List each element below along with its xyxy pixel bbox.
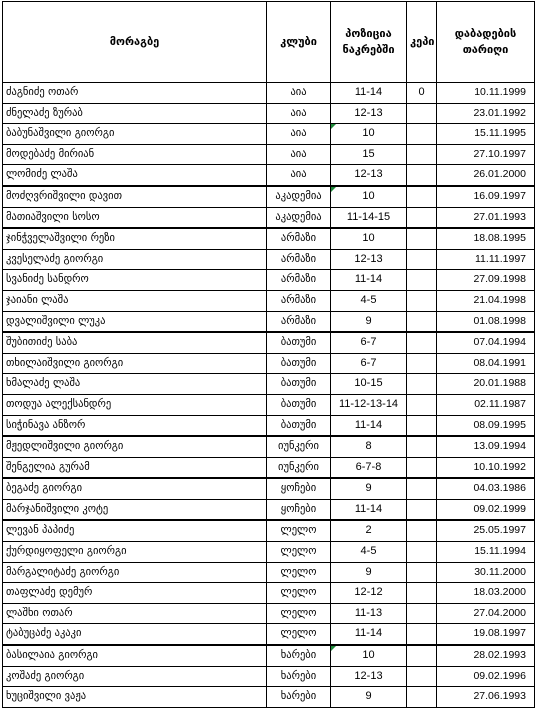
position-cell: 11-14 bbox=[331, 499, 407, 520]
table-row bbox=[3, 499, 535, 520]
player-name-cell: შუბითიძე საბა bbox=[3, 332, 267, 353]
club-cell: აია bbox=[267, 165, 331, 186]
caps-cell bbox=[407, 457, 437, 478]
dob-cell: 19.08.1997 bbox=[437, 624, 535, 645]
caps-cell bbox=[407, 645, 437, 666]
caps-cell: 0 bbox=[407, 83, 437, 104]
position-cell: 4-5 bbox=[331, 542, 407, 563]
player-name-cell: დვალიშვილი ლუკა bbox=[3, 311, 267, 332]
club-cell: არმაზი bbox=[267, 311, 331, 332]
table-row bbox=[3, 83, 535, 104]
table-row bbox=[3, 103, 535, 124]
position-cell: 15 bbox=[331, 144, 407, 165]
dob-cell: 15.11.1995 bbox=[437, 124, 535, 145]
header-caps: კეპი bbox=[407, 2, 437, 83]
caps-cell bbox=[407, 103, 437, 124]
table-row bbox=[3, 520, 535, 541]
player-name-cell: მოძღვრიშვილი დავით bbox=[3, 186, 267, 207]
player-name-cell: ლაშხი ოთარ bbox=[3, 603, 267, 624]
caps-cell bbox=[407, 394, 437, 415]
caps-cell bbox=[407, 144, 437, 165]
position-cell: 8 bbox=[331, 436, 407, 457]
club-cell: ყოჩები bbox=[267, 499, 331, 520]
table-row bbox=[3, 394, 535, 415]
caps-cell bbox=[407, 603, 437, 624]
position-cell: 10 bbox=[331, 228, 407, 249]
club-cell: ხარები bbox=[267, 645, 331, 666]
club-cell: ყოჩები bbox=[267, 478, 331, 499]
table-row bbox=[3, 249, 535, 270]
position-cell: 9 bbox=[331, 687, 407, 708]
caps-cell bbox=[407, 228, 437, 249]
table-row bbox=[3, 624, 535, 645]
club-cell: ხარები bbox=[267, 687, 331, 708]
dob-cell: 28.02.1993 bbox=[437, 645, 535, 666]
dob-cell: 16.09.1997 bbox=[437, 186, 535, 207]
club-cell: აია bbox=[267, 103, 331, 124]
table-row bbox=[3, 186, 535, 207]
club-cell: ლელო bbox=[267, 583, 331, 604]
table-row bbox=[3, 290, 535, 311]
table-body bbox=[3, 83, 535, 708]
dob-cell: 07.04.1994 bbox=[437, 332, 535, 353]
table-row bbox=[3, 165, 535, 186]
position-cell: 4-5 bbox=[331, 290, 407, 311]
position-cell: 12-13 bbox=[331, 666, 407, 687]
dob-cell: 27.10.1997 bbox=[437, 144, 535, 165]
player-name-cell: ტაბუცაძე აკაკი bbox=[3, 624, 267, 645]
club-cell: არმაზი bbox=[267, 228, 331, 249]
position-cell: 10-15 bbox=[331, 374, 407, 395]
dob-cell: 27.06.1993 bbox=[437, 687, 535, 708]
club-cell: არმაზი bbox=[267, 290, 331, 311]
caps-cell bbox=[407, 478, 437, 499]
dob-cell: 10.10.1992 bbox=[437, 457, 535, 478]
club-cell: ლელო bbox=[267, 542, 331, 563]
club-cell: ბათუმი bbox=[267, 353, 331, 374]
position-cell: 9 bbox=[331, 478, 407, 499]
dob-cell: 09.02.1999 bbox=[437, 499, 535, 520]
dob-cell: 10.11.1999 bbox=[437, 83, 535, 104]
table-row bbox=[3, 270, 535, 291]
caps-cell bbox=[407, 374, 437, 395]
dob-cell: 04.03.1986 bbox=[437, 478, 535, 499]
club-cell: იუნკერი bbox=[267, 436, 331, 457]
player-name-cell: მოდებაძე მირიან bbox=[3, 144, 267, 165]
table-row bbox=[3, 478, 535, 499]
club-cell: აია bbox=[267, 83, 331, 104]
position-cell: 9 bbox=[331, 562, 407, 583]
header-position: პოზიცია ნაკრებში bbox=[331, 2, 407, 83]
player-name-cell: მარჯანიშვილი კოტე bbox=[3, 499, 267, 520]
table-row bbox=[3, 645, 535, 666]
position-cell: 12-13 bbox=[331, 103, 407, 124]
player-name-cell: თაფლაძე დემურ bbox=[3, 583, 267, 604]
caps-cell bbox=[407, 520, 437, 541]
caps-cell bbox=[407, 353, 437, 374]
caps-cell bbox=[407, 687, 437, 708]
club-cell: ბათუმი bbox=[267, 415, 331, 436]
position-cell: 12-13 bbox=[331, 165, 407, 186]
dob-cell: 26.01.2000 bbox=[437, 165, 535, 186]
player-name-cell: მარგალიტაძე გიორგი bbox=[3, 562, 267, 583]
player-name-cell: მჟედლიშვილი გიორგი bbox=[3, 436, 267, 457]
caps-cell bbox=[407, 499, 437, 520]
player-name-cell: ლომიძე ლაშა bbox=[3, 165, 267, 186]
table-row bbox=[3, 542, 535, 563]
dob-cell: 13.09.1994 bbox=[437, 436, 535, 457]
position-cell: 11-12-13-14 bbox=[331, 394, 407, 415]
table-row bbox=[3, 457, 535, 478]
caps-cell bbox=[407, 249, 437, 270]
dob-cell: 30.11.2000 bbox=[437, 562, 535, 583]
table-row bbox=[3, 374, 535, 395]
player-name-cell: ბაბუნაშვილი გიორგი bbox=[3, 124, 267, 145]
player-name-cell: ბეგაძე გიორგი bbox=[3, 478, 267, 499]
position-cell: 6-7-8 bbox=[331, 457, 407, 478]
dob-cell: 02.11.1987 bbox=[437, 394, 535, 415]
dob-cell: 18.08.1995 bbox=[437, 228, 535, 249]
caps-cell bbox=[407, 165, 437, 186]
table-row bbox=[3, 353, 535, 374]
player-name-cell: ბასილაია გიორგი bbox=[3, 645, 267, 666]
table-row bbox=[3, 436, 535, 457]
player-name-cell: თხილაიშვილი გიორგი bbox=[3, 353, 267, 374]
position-cell: 12-13 bbox=[331, 249, 407, 270]
club-cell: აია bbox=[267, 124, 331, 145]
player-name-cell: კვესელაძე გიორგი bbox=[3, 249, 267, 270]
player-name-cell: სვანიძე სანდრო bbox=[3, 270, 267, 291]
table-row bbox=[3, 124, 535, 145]
player-name-cell: ხუციშვილი ვაჟა bbox=[3, 687, 267, 708]
club-cell: არმაზი bbox=[267, 270, 331, 291]
dob-cell: 08.04.1991 bbox=[437, 353, 535, 374]
table-row bbox=[3, 207, 535, 228]
table-row bbox=[3, 562, 535, 583]
position-cell: 10 bbox=[331, 645, 407, 666]
position-cell: 11-14 bbox=[331, 83, 407, 104]
player-name-cell: ქურდიყოფელი გიორგი bbox=[3, 542, 267, 563]
club-cell: აკადემია bbox=[267, 186, 331, 207]
position-cell: 11-13 bbox=[331, 603, 407, 624]
position-cell: 11-14 bbox=[331, 624, 407, 645]
position-cell: 12-12 bbox=[331, 583, 407, 604]
club-cell: ლელო bbox=[267, 624, 331, 645]
table-row bbox=[3, 228, 535, 249]
dob-cell: 27.01.1993 bbox=[437, 207, 535, 228]
club-cell: ხარები bbox=[267, 666, 331, 687]
dob-cell: 27.09.1998 bbox=[437, 270, 535, 291]
caps-cell bbox=[407, 415, 437, 436]
caps-cell bbox=[407, 311, 437, 332]
position-cell: 9 bbox=[331, 311, 407, 332]
club-cell: ბათუმი bbox=[267, 374, 331, 395]
player-name-cell: ხმალაძე ლაშა bbox=[3, 374, 267, 395]
caps-cell bbox=[407, 562, 437, 583]
table-row bbox=[3, 583, 535, 604]
club-cell: ბათუმი bbox=[267, 332, 331, 353]
position-cell: 6-7 bbox=[331, 353, 407, 374]
dob-cell: 25.05.1997 bbox=[437, 520, 535, 541]
dob-cell: 01.08.1998 bbox=[437, 311, 535, 332]
position-cell: 2 bbox=[331, 520, 407, 541]
club-cell: აია bbox=[267, 144, 331, 165]
table-row bbox=[3, 687, 535, 708]
position-cell: 10 bbox=[331, 186, 407, 207]
caps-cell bbox=[407, 290, 437, 311]
club-cell: ლელო bbox=[267, 520, 331, 541]
player-name-cell: ჯინჭველაშვილი რეზი bbox=[3, 228, 267, 249]
club-cell: იუნკერი bbox=[267, 457, 331, 478]
table-row bbox=[3, 415, 535, 436]
header-club: კლუბი bbox=[267, 2, 331, 83]
caps-cell bbox=[407, 542, 437, 563]
caps-cell bbox=[407, 666, 437, 687]
club-cell: ლელო bbox=[267, 562, 331, 583]
table-row bbox=[3, 666, 535, 687]
club-cell: ბათუმი bbox=[267, 394, 331, 415]
player-name-cell: კოშაძე გიორგი bbox=[3, 666, 267, 687]
dob-cell: 23.01.1992 bbox=[437, 103, 535, 124]
header-player: მორაგბე bbox=[3, 2, 267, 83]
table-row bbox=[3, 603, 535, 624]
dob-cell: 08.09.1995 bbox=[437, 415, 535, 436]
caps-cell bbox=[407, 436, 437, 457]
table-row bbox=[3, 332, 535, 353]
dob-cell: 20.01.1988 bbox=[437, 374, 535, 395]
caps-cell bbox=[407, 124, 437, 145]
player-name-cell: ჯაიანი ლაშა bbox=[3, 290, 267, 311]
position-cell: 11-14-15 bbox=[331, 207, 407, 228]
caps-cell bbox=[407, 186, 437, 207]
club-cell: ლელო bbox=[267, 603, 331, 624]
caps-cell bbox=[407, 583, 437, 604]
position-cell: 10 bbox=[331, 124, 407, 145]
club-cell: აკადემია bbox=[267, 207, 331, 228]
table-row bbox=[3, 144, 535, 165]
dob-cell: 27.04.2000 bbox=[437, 603, 535, 624]
position-cell: 6-7 bbox=[331, 332, 407, 353]
dob-cell: 21.04.1998 bbox=[437, 290, 535, 311]
players-table bbox=[2, 1, 535, 708]
position-cell: 11-14 bbox=[331, 415, 407, 436]
dob-cell: 09.02.1996 bbox=[437, 666, 535, 687]
caps-cell bbox=[407, 624, 437, 645]
player-name-cell: მათიაშვილი სოსო bbox=[3, 207, 267, 228]
position-cell: 11-14 bbox=[331, 270, 407, 291]
dob-cell: 15.11.1994 bbox=[437, 542, 535, 563]
player-name-cell: ძაგნიძე ოთარ bbox=[3, 83, 267, 104]
player-name-cell: სიჭინავა ანზორ bbox=[3, 415, 267, 436]
dob-cell: 18.03.2000 bbox=[437, 583, 535, 604]
caps-cell bbox=[407, 207, 437, 228]
header-row bbox=[3, 2, 535, 83]
player-name-cell: ძნელაძე ზურაბ bbox=[3, 103, 267, 124]
player-name-cell: თოდუა ალექსანდრე bbox=[3, 394, 267, 415]
dob-cell: 11.11.1997 bbox=[437, 249, 535, 270]
player-name-cell: შენგელია გურამ bbox=[3, 457, 267, 478]
club-cell: არმაზი bbox=[267, 249, 331, 270]
caps-cell bbox=[407, 270, 437, 291]
player-name-cell: ლევან პაპიძე bbox=[3, 520, 267, 541]
caps-cell bbox=[407, 332, 437, 353]
table-row bbox=[3, 311, 535, 332]
header-dob: დაბადების თარიღი bbox=[437, 2, 535, 83]
